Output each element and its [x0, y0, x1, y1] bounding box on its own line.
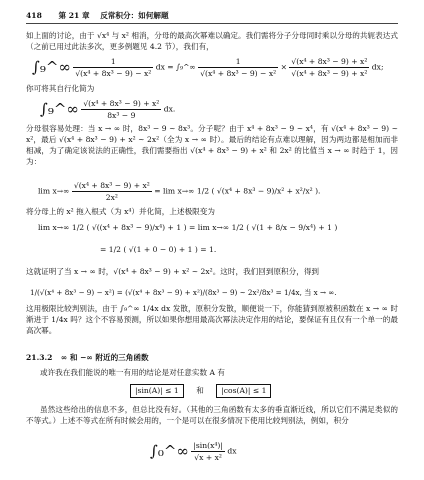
chapter-title: 反常积分：如何解题 — [100, 11, 169, 20]
formula-ratio-limit — [38, 180, 320, 203]
fraction: $\frac{\text{√(x⁴ + 8x³ − 9) + x²}}{\text{2x²}}$ — [73, 181, 150, 202]
paragraph-3: 分母很容易处理：当 x → ∞ 时，8x³ − 9 ~ 8x³。分子呢？由于 x⁴ + 8x³ − 9 ~ x⁴，有 √(x⁴ + 8x³ − 9) ~ x²，最后 √(x⁴ + 8x³ − 9) + x² ~ 2x²（全为 x → ∞ 时）。最后的结论有点难以理解，因为两边都是相加而非相减，为了确定该说法的正确性，我们需要指出 √(x⁴ + 8x³ − 9) + x² 和 2x² 的比值当 x → ∞ 时趋于 1，因为： — [26, 124, 398, 166]
formula-asymptotic: 1/(√(x⁴ + 8x³ − 9) − x²) = (√(x⁴ + 8x³ − 9) + x²)/(8x³ − 9) ~ 2x²/8x³ = 1/4x, 当 x → ∞. — [30, 288, 337, 297]
limit-label: lim x→∞ — [38, 186, 70, 196]
paragraph-2: 你可将其自行化简为 — [26, 84, 95, 93]
integral-sign: ∫₀^∞ — [150, 442, 189, 460]
and-word: 和 — [196, 386, 204, 395]
formula-text: = lim x→∞ 1/2 ( √(x⁴ + 8x³ − 9)/x² + x²/x² ). — [154, 186, 321, 196]
paragraph-1: 如上面的讨论，由于 √x⁴ 与 x² 相消，分母的最高次幂难以确定。我们需将分子分母同时乘以分母的共轭表达式（之前已用过此法多次，更多例题见 4.2 节），我们有， — [26, 31, 398, 51]
fraction: $\frac{1}{\text{√(x⁴ + 8x³ − 9) − x²}}$ — [75, 57, 152, 78]
fraction: $\frac{\text{√(x⁴ + 8x³ − 9) + x²}}{\text{8x³ − 9}}$ — [83, 99, 160, 120]
formula-simplified — [40, 98, 175, 121]
formula-limit-steps: lim x→∞ 1/2 ( √((x⁴ + 8x³ − 9)/x⁴) + 1 ) = lim x→∞ 1/2 ( √(1 + 8/x − 9/x⁴) + 1 ) — [38, 223, 338, 232]
page-header — [26, 10, 169, 21]
paragraph-8: 虽然这些给出的信息不多，但总比没有好。（其他的三角函数有太多的垂直渐近线，所以它们不满足类似的不等式。）上述不等式在所有时候会用的，一个是可以在很多情况下使用比较判别法，例如，积分 — [26, 405, 398, 425]
paragraph-6: 这用极限比较判别法，由于 ∫₉^∞ 1/4x dx 发散，原积分发散，顺便说一下，你能猜到原被积函数在 x → ∞ 时渐进于 1/4x 吗？这个不容易预测，所以如果你想用最高次幂法决定作用的结论，要保证有且仅有一个单一的最高次幂。 — [26, 304, 398, 335]
page-number: 418 — [26, 11, 42, 20]
formula-text: dx; — [371, 62, 384, 72]
formula-text: dx = ∫₉^∞ — [155, 62, 196, 72]
times-sign: × — [280, 62, 287, 72]
paragraph-4: 将分母上的 x² 拖入根式（为 x⁴）并化简，上述极限变为 — [26, 207, 215, 216]
paragraph-7: 或许我在我们能说的唯一有用的结论是对任意实数 A 有 — [40, 368, 225, 377]
fraction: $\frac{1}{\text{√(x⁴ + 8x³ − 9) − x²}}$ — [200, 57, 277, 78]
formula-example-integral — [150, 440, 237, 463]
integral-sign: ∫₉^∞ — [32, 58, 71, 76]
chapter-label: 第 21 章 — [58, 11, 90, 20]
fraction: $\frac{\text{√(x⁴ + 8x³ − 9) + x²}}{\text{√(x⁴ + 8x³ − 9) + x²}}$ — [291, 57, 368, 78]
sin-bound: |sin(A)| ≤ 1 — [130, 384, 184, 398]
formula-text: dx — [227, 446, 237, 456]
formula-text: dx. — [163, 104, 176, 114]
section-heading — [26, 352, 149, 363]
fraction: $\frac{\text{|sin(x⁴)|}}{\text{√x + x²}}$ — [193, 441, 223, 462]
header-rule — [26, 23, 398, 24]
section-number: 21.3.2 — [26, 353, 53, 362]
section-title: ∞ 和 −∞ 附近的三角函数 — [60, 353, 149, 362]
formula-trig-bounds — [130, 384, 271, 398]
formula-conjugate — [32, 56, 384, 79]
paragraph-5: 这就证明了当 x → ∞ 时，√(x⁴ + 8x³ − 9) + x² ~ 2x²。这时，我们回到原积分，得到 — [26, 267, 320, 276]
cos-bound: |cos(A)| ≤ 1 — [216, 384, 271, 398]
integral-sign: ∫₉^∞ — [40, 100, 79, 118]
formula-limit-result: = 1/2 ( √(1 + 0 − 0) + 1 ) = 1. — [100, 245, 217, 254]
